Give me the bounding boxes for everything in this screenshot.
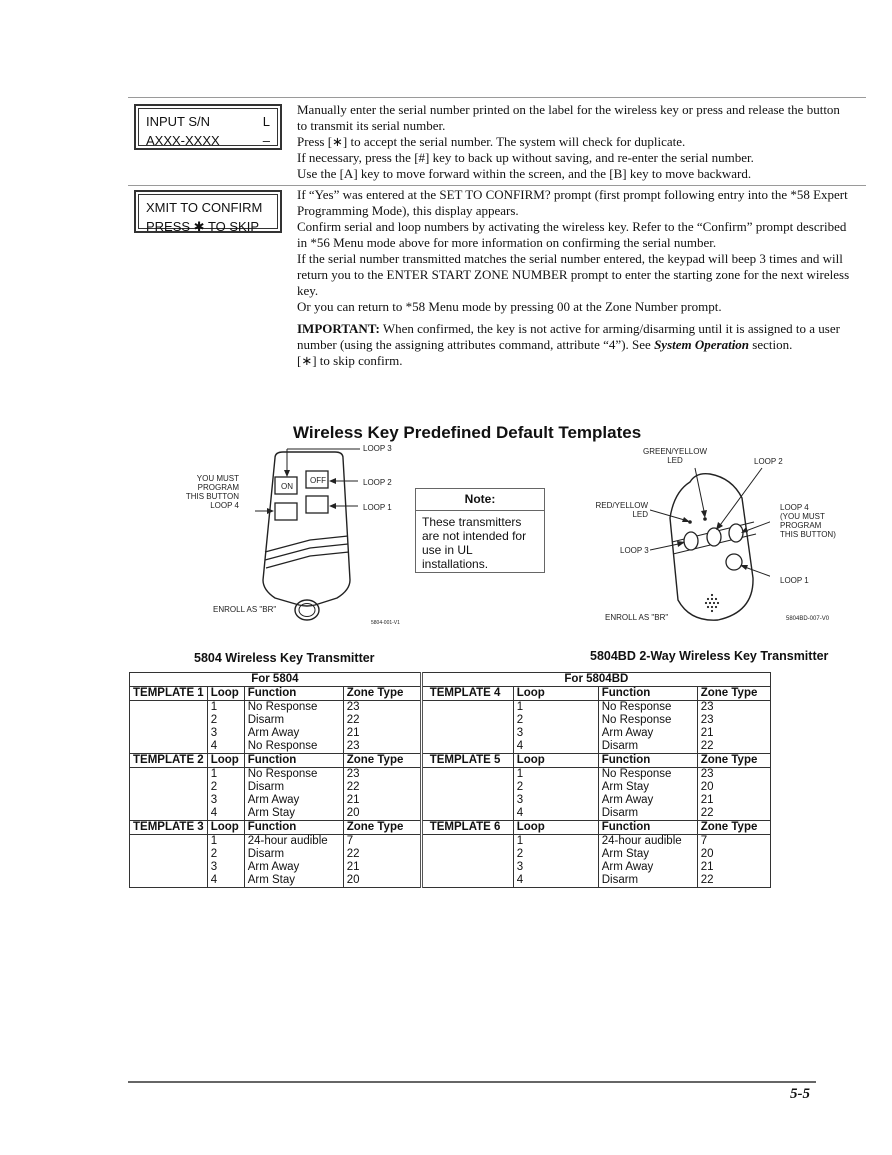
col-function: Function: [244, 754, 343, 768]
templates-table: [129, 672, 771, 888]
table-row: [130, 835, 771, 849]
loop-cell: 2: [207, 848, 244, 861]
label-loop3: LOOP 3: [363, 444, 392, 453]
zone-cell: 23: [343, 701, 421, 715]
function-cell: No Response: [598, 701, 697, 715]
template-cell: [421, 740, 513, 754]
zone-cell: 21: [343, 727, 421, 740]
keyfob-5804bd-illustration: [650, 460, 770, 625]
label-loop2: LOOP 2: [363, 478, 392, 487]
template-cell: [421, 781, 513, 794]
template-cell: [130, 874, 208, 888]
zone-cell: 23: [697, 768, 770, 782]
loop-cell: 2: [513, 714, 598, 727]
function-cell: Arm Stay: [598, 781, 697, 794]
display-line-1: XMIT TO CONFIRM: [146, 200, 263, 215]
display-line-1: INPUT S/N: [146, 114, 211, 129]
display-line-2: AXXX-XXXX: [146, 133, 220, 148]
table-top-header: [130, 673, 771, 687]
function-cell: No Response: [244, 768, 343, 782]
col-loop: Loop: [207, 754, 244, 768]
col-loop: Loop: [207, 821, 244, 835]
template-header-row: [130, 687, 771, 701]
label-off: OFF: [310, 476, 326, 485]
loop-cell: 2: [207, 714, 244, 727]
function-cell: Arm Away: [244, 861, 343, 874]
col-zone-type: Zone Type: [343, 754, 421, 768]
template-cell: [421, 835, 513, 849]
loop-cell: 4: [207, 740, 244, 754]
template-cell: [130, 768, 208, 782]
zone-cell: 21: [343, 794, 421, 807]
loop-cell: 2: [513, 781, 598, 794]
zone-cell: 21: [697, 727, 770, 740]
col-function: Function: [598, 687, 697, 701]
function-cell: Arm Away: [244, 794, 343, 807]
template-name: TEMPLATE 4: [421, 687, 513, 701]
table-row: [130, 714, 771, 727]
template-cell: [130, 740, 208, 754]
table-row: [130, 874, 771, 888]
paragraph: Or you can return to *58 Menu mode by pressing 00 at the Zone Number prompt.: [297, 299, 722, 314]
label-must-program: YOU MUST PROGRAM THIS BUTTON LOOP 4: [185, 474, 239, 510]
loop-cell: 3: [513, 794, 598, 807]
function-cell: Arm Stay: [244, 807, 343, 821]
function-cell: 24-hour audible: [244, 835, 343, 849]
important-label: IMPORTANT:: [297, 321, 380, 336]
loop-cell: 2: [207, 781, 244, 794]
label-enroll-bd: ENROLL AS "BR": [605, 613, 669, 622]
template-cell: [421, 861, 513, 874]
table-row: [130, 740, 771, 754]
zone-cell: 20: [343, 874, 421, 888]
loop-cell: 1: [207, 701, 244, 715]
loop-cell: 1: [513, 835, 598, 849]
loop-cell: 4: [207, 807, 244, 821]
function-cell: Arm Stay: [244, 874, 343, 888]
section-title: Wireless Key Predefined Default Templates: [293, 423, 642, 442]
loop-cell: 1: [207, 835, 244, 849]
template-header-row: [130, 754, 771, 768]
note-box: [415, 488, 545, 573]
template-cell: [421, 848, 513, 861]
function-cell: No Response: [244, 701, 343, 715]
template-cell: [421, 701, 513, 715]
function-cell: Disarm: [598, 874, 697, 888]
table-row: [130, 861, 771, 874]
paragraph: Use the [A] key to move forward within the screen, and the [B] key to move backward.: [297, 166, 752, 181]
function-cell: 24-hour audible: [598, 835, 697, 849]
template-cell: [130, 861, 208, 874]
table-row: [130, 807, 771, 821]
zone-cell: 20: [697, 848, 770, 861]
template-cell: [421, 714, 513, 727]
zone-cell: 23: [343, 740, 421, 754]
zone-cell: 7: [697, 835, 770, 849]
keypad-display-input-sn: [134, 104, 282, 150]
zone-cell: 22: [343, 714, 421, 727]
paragraph: If the serial number transmitted matches the serial number entered, the keypad will beep 3 times and will return you to the ENTER START ZONE NUMBER prompt to enter the starting zone for the next wireless key.: [297, 251, 850, 298]
note-title: Note:: [416, 489, 544, 511]
loop-cell: 4: [513, 874, 598, 888]
table-row: [130, 848, 771, 861]
loop-cell: 3: [207, 727, 244, 740]
input-sn-description: [297, 102, 842, 182]
important-text-end: section.: [749, 337, 793, 352]
col-zone-type: Zone Type: [343, 821, 421, 835]
display-line-2: PRESS ✱ TO SKIP: [146, 219, 260, 234]
template-cell: [421, 807, 513, 821]
col-zone-type: Zone Type: [697, 687, 770, 701]
template-cell: [130, 794, 208, 807]
template-name: TEMPLATE 3: [130, 821, 208, 835]
keyfob-5804-illustration: [255, 440, 425, 630]
label-loop1-bd: LOOP 1: [780, 576, 809, 585]
system-operation-ref: System Operation: [654, 337, 750, 352]
template-cell: [130, 701, 208, 715]
function-cell: Disarm: [244, 848, 343, 861]
function-cell: Arm Away: [598, 861, 697, 874]
template-cell: [130, 848, 208, 861]
template-cell: [130, 714, 208, 727]
label-loop1: LOOP 1: [363, 503, 392, 512]
paragraph: Confirm serial and loop numbers by activating the wireless key. Refer to the “Confirm” prompt described in *56 Menu mode above for more information on confirming the serial number.: [297, 219, 847, 250]
col-loop: Loop: [513, 754, 598, 768]
col-function: Function: [598, 821, 697, 835]
note-body: These transmitters are not intended for use in UL installations.: [422, 515, 527, 571]
skip-confirm: [∗] to skip confirm.: [297, 353, 403, 368]
top-rule: [128, 97, 866, 98]
caption-5804bd: 5804BD 2-Way Wireless Key Transmitter: [590, 649, 829, 663]
col-zone-type: Zone Type: [697, 754, 770, 768]
function-cell: Arm Stay: [598, 848, 697, 861]
loop-cell: 2: [513, 848, 598, 861]
label-enroll: ENROLL AS "BR": [213, 605, 277, 614]
function-cell: No Response: [598, 768, 697, 782]
page-number: 5-5: [790, 1086, 810, 1102]
header-5804bd: For 5804BD: [421, 673, 770, 687]
col-loop: Loop: [513, 687, 598, 701]
row-divider: [128, 185, 866, 186]
zone-cell: 21: [697, 794, 770, 807]
zone-cell: 23: [697, 701, 770, 715]
important-text: When confirmed, the key is not active for arming/disarming until it is assigned to a user number (using the assigning attributes command, attribute “4”). See: [297, 321, 840, 352]
loop-cell: 3: [513, 861, 598, 874]
label-on: ON: [281, 482, 293, 491]
template-cell: [421, 874, 513, 888]
col-function: Function: [244, 821, 343, 835]
function-cell: No Response: [598, 714, 697, 727]
zone-cell: 22: [697, 807, 770, 821]
col-zone-type: Zone Type: [697, 821, 770, 835]
diagram-code-bd: 5804BD-007-V0: [786, 616, 830, 622]
template-cell: [421, 727, 513, 740]
col-zone-type: Zone Type: [343, 687, 421, 701]
paragraph: If “Yes” was entered at the SET TO CONFIRM? prompt (first prompt following entry into the *58 Expert Programming Mode), this display appears.: [297, 187, 848, 218]
paragraph: If necessary, press the [#] key to back up without saving, and re-enter the serial number.: [297, 150, 754, 165]
function-cell: Disarm: [244, 714, 343, 727]
header-5804: For 5804: [130, 673, 422, 687]
function-cell: Disarm: [598, 807, 697, 821]
zone-cell: 21: [343, 861, 421, 874]
footer-rule: [128, 1081, 816, 1083]
template-cell: [130, 807, 208, 821]
paragraph: Press [∗] to accept the serial number. The system will check for duplicate.: [297, 134, 686, 149]
col-function: Function: [598, 754, 697, 768]
table-row: [130, 701, 771, 715]
loop-cell: 4: [513, 740, 598, 754]
keypad-display-xmit-confirm: [134, 190, 282, 233]
loop-cell: 3: [207, 794, 244, 807]
template-name: TEMPLATE 2: [130, 754, 208, 768]
zone-cell: 22: [697, 740, 770, 754]
loop-cell: 4: [513, 807, 598, 821]
template-cell: [130, 727, 208, 740]
loop-cell: 1: [207, 768, 244, 782]
template-cell: [130, 835, 208, 849]
template-name: TEMPLATE 6: [421, 821, 513, 835]
important-note: [297, 321, 857, 353]
zone-cell: 20: [697, 781, 770, 794]
display-line-1-right: L: [262, 114, 270, 129]
paragraph: Manually enter the serial number printed on the label for the wireless key or press and release the button to transmit its serial number.: [297, 102, 840, 133]
col-loop: Loop: [513, 821, 598, 835]
label-loop2-bd: LOOP 2: [754, 457, 783, 466]
display-line-2-right: –: [262, 133, 270, 148]
function-cell: No Response: [244, 740, 343, 754]
table-row: [130, 768, 771, 782]
label-loop4-bd: LOOP 4 (YOU MUST PROGRAM THIS BUTTON): [780, 503, 836, 539]
label-loop3-bd: LOOP 3: [620, 546, 649, 555]
loop-cell: 3: [207, 861, 244, 874]
function-cell: Arm Away: [598, 794, 697, 807]
zone-cell: 20: [343, 807, 421, 821]
function-cell: Arm Away: [598, 727, 697, 740]
zone-cell: 22: [343, 781, 421, 794]
template-name: TEMPLATE 1: [130, 687, 208, 701]
table-row: [130, 794, 771, 807]
loop-cell: 3: [513, 727, 598, 740]
template-cell: [421, 768, 513, 782]
diagram-code: 5804-001-V1: [371, 620, 400, 626]
caption-5804: 5804 Wireless Key Transmitter: [194, 651, 375, 665]
zone-cell: 22: [697, 874, 770, 888]
zone-cell: 23: [697, 714, 770, 727]
template-header-row: [130, 821, 771, 835]
loop-cell: 4: [207, 874, 244, 888]
loop-cell: 1: [513, 701, 598, 715]
table-row: [130, 781, 771, 794]
xmit-confirm-description: [297, 187, 857, 369]
function-cell: Disarm: [598, 740, 697, 754]
table-row: [130, 727, 771, 740]
col-loop: Loop: [207, 687, 244, 701]
template-cell: [130, 781, 208, 794]
label-green-led: GREEN/YELLOW LED: [642, 447, 707, 465]
label-red-led: RED/YELLOW LED: [595, 501, 648, 519]
zone-cell: 23: [343, 768, 421, 782]
col-function: Function: [244, 687, 343, 701]
zone-cell: 21: [697, 861, 770, 874]
loop-cell: 1: [513, 768, 598, 782]
zone-cell: 7: [343, 835, 421, 849]
template-name: TEMPLATE 5: [421, 754, 513, 768]
zone-cell: 22: [343, 848, 421, 861]
template-cell: [421, 794, 513, 807]
function-cell: Disarm: [244, 781, 343, 794]
function-cell: Arm Away: [244, 727, 343, 740]
